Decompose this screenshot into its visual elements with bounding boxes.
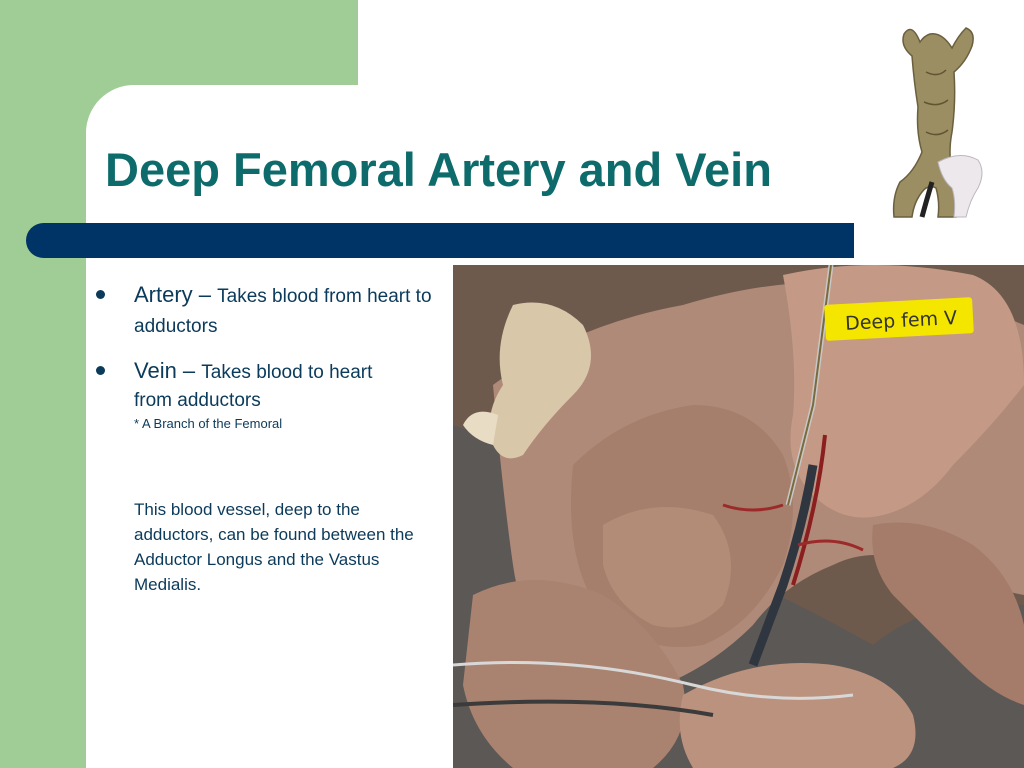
bullet-item-vein [96,356,441,434]
bullet-heading: Artery – [134,282,218,307]
bullet-text-continued: from adductors [134,390,261,411]
slide-title: Deep Femoral Artery and Vein [105,143,772,196]
specimen-tag-label: Deep fem V [844,306,958,335]
bullet-text: Takes blood to heart [201,362,373,383]
description-paragraph: This blood vessel, deep to the adductors, can be found between the Adductor Longus and the Vastus Medialis. [134,500,414,594]
frog-thumbnail-image [882,12,1000,222]
bullet-footnote: * A Branch of the Femoral [134,416,283,431]
bullet-item-artery [96,280,441,342]
title-underline-bar [26,223,854,258]
dissection-photo [453,265,1024,768]
dissection-illustration [453,265,1024,768]
bullet-dot-icon [96,366,105,375]
bullet-text: Takes blood from heart to adductors [134,286,432,337]
bullet-list [96,280,441,448]
bullet-dot-icon [96,290,105,299]
bullet-heading: Vein – [134,358,202,383]
